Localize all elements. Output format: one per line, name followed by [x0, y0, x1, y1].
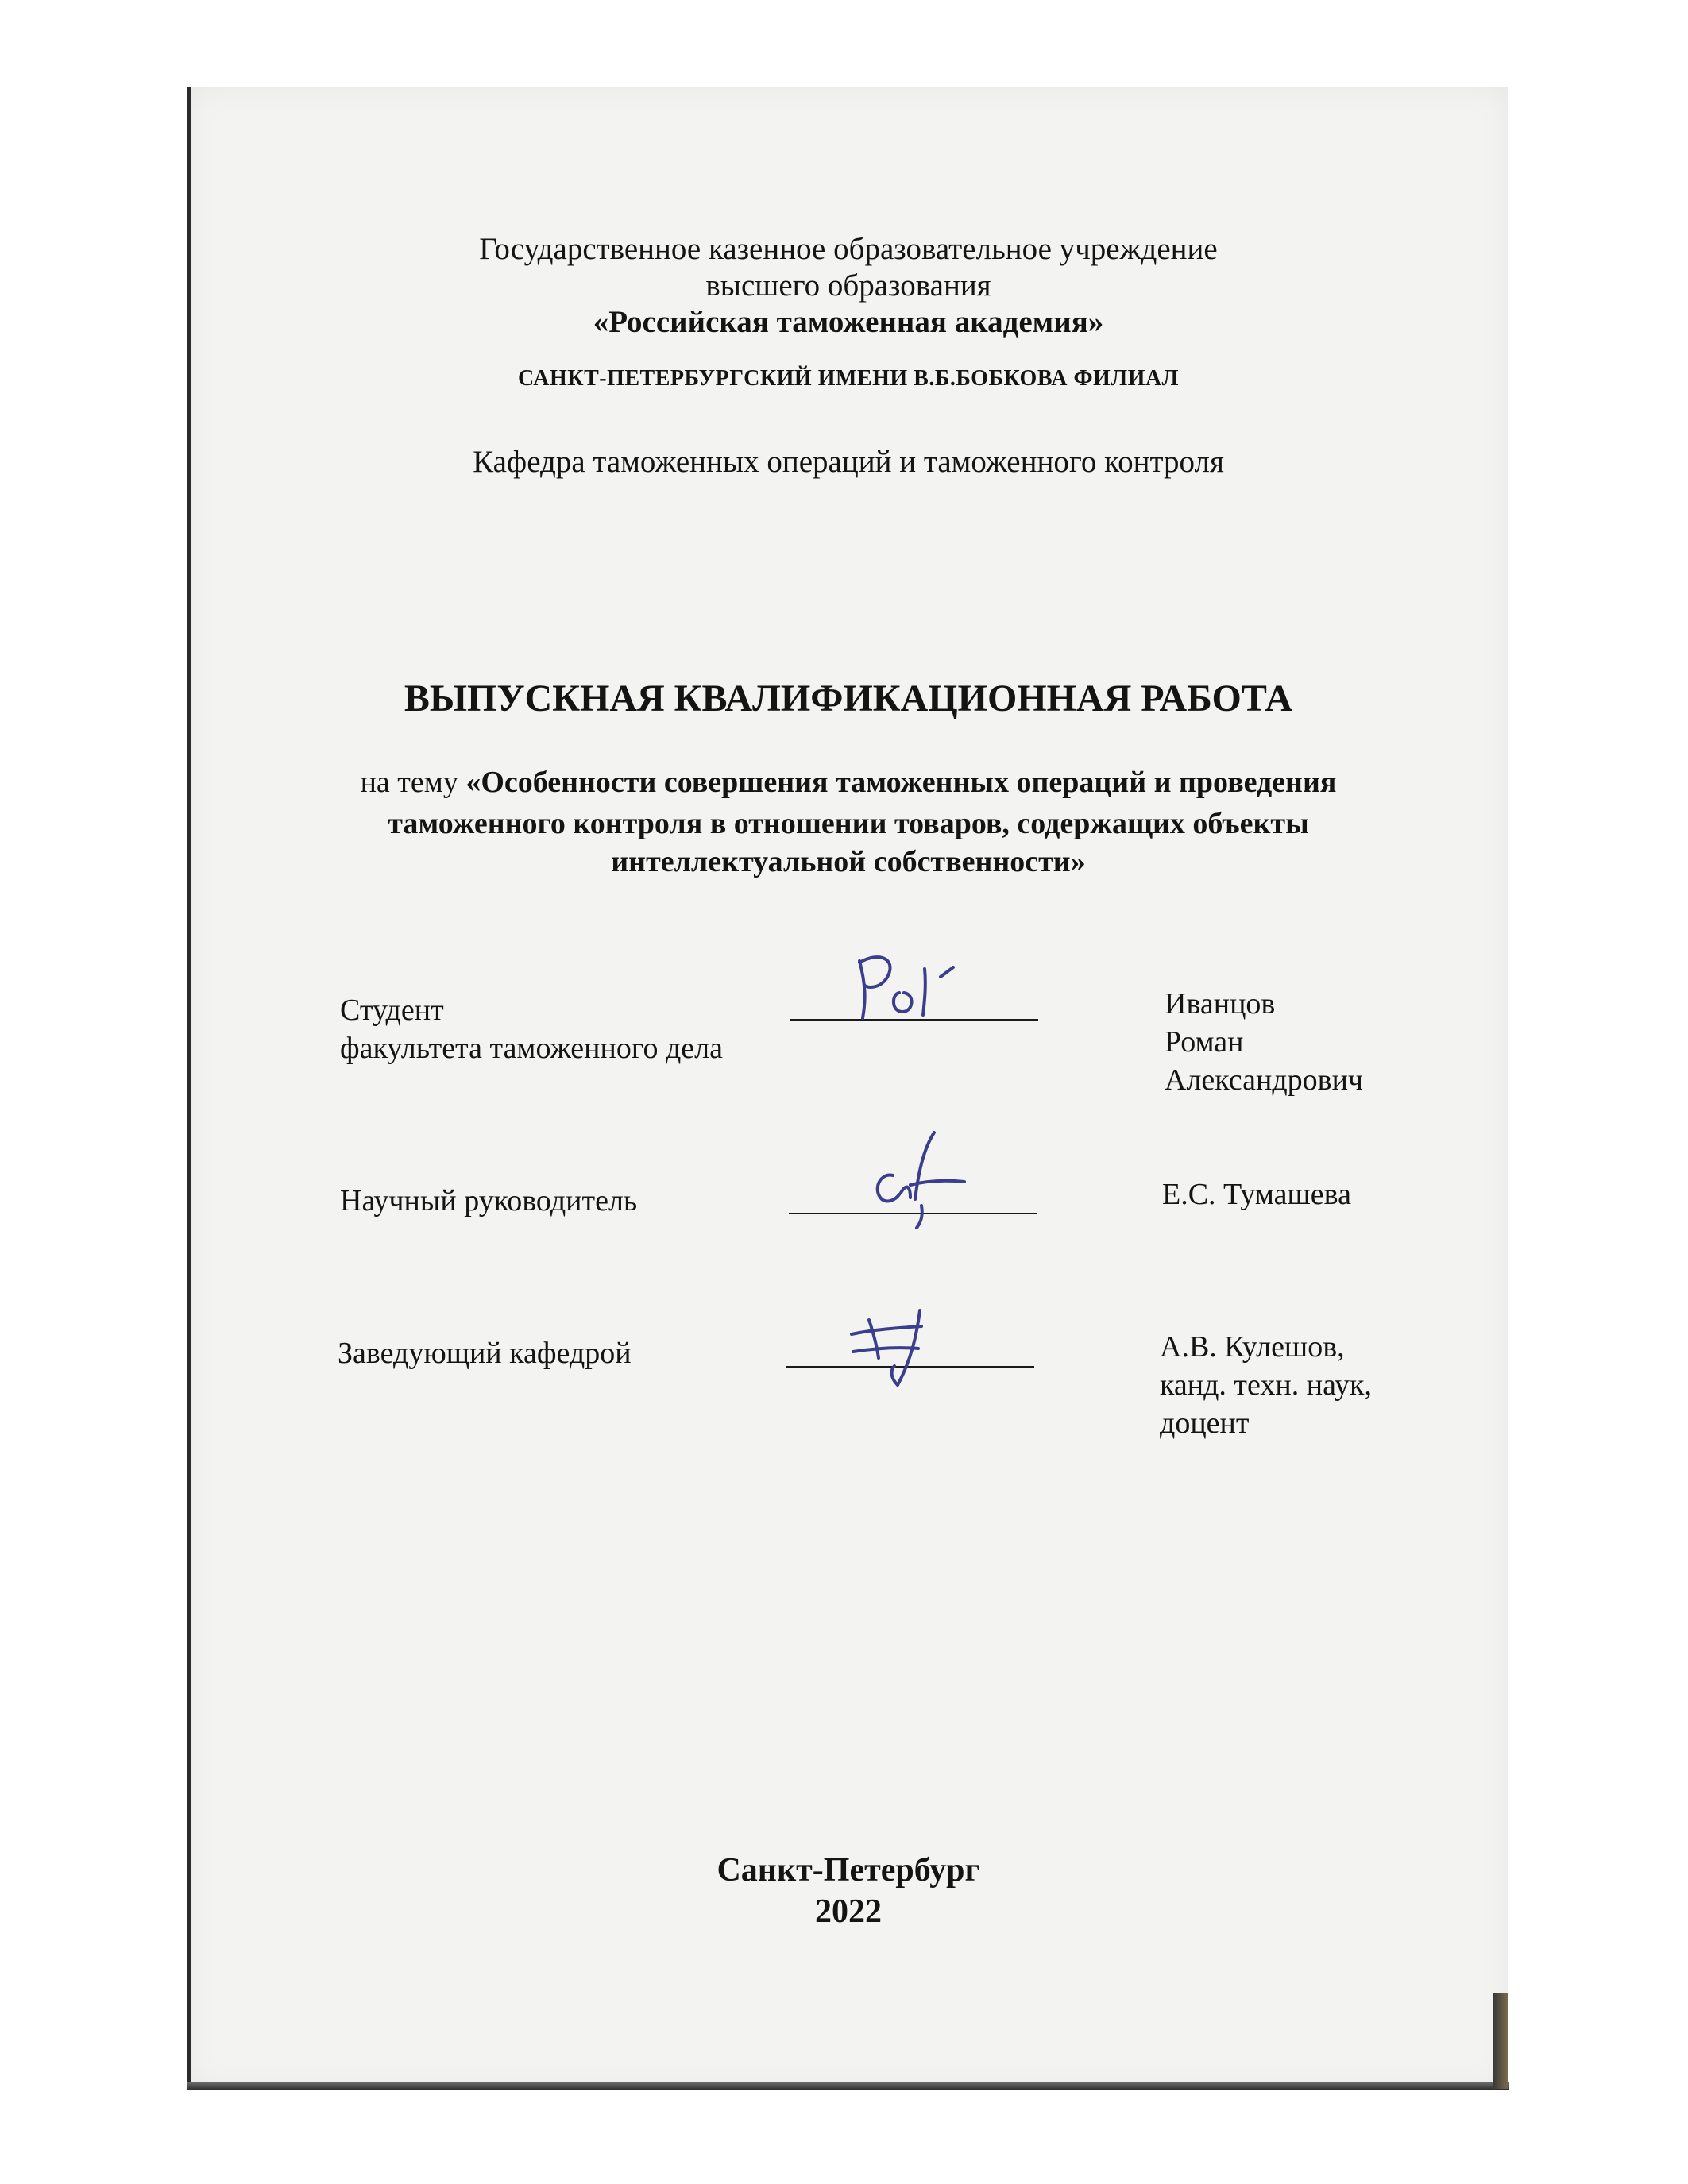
city: Санкт-Петербург	[717, 1852, 980, 1889]
page-edge-bottom	[187, 2082, 1509, 2090]
department-name: Кафедра таможенных операций и таможенного контроля	[473, 445, 1224, 479]
topic-text-1: «Особенности совершения таможенных операций и проведения	[465, 766, 1337, 799]
year: 2022	[815, 1893, 882, 1930]
student-name: Роман	[1165, 1025, 1244, 1059]
document-title: ВЫПУСКНАЯ КВАЛИФИКАЦИОННАЯ РАБОТА	[404, 677, 1293, 720]
head-degree: канд. техн. наук,	[1160, 1368, 1372, 1402]
head-role: Заведующий кафедрой	[338, 1337, 632, 1370]
student-surname: Иванцов	[1165, 987, 1276, 1021]
supervisor-name: Е.С. Тумашева	[1162, 1178, 1351, 1211]
supervisor-role: Научный руководитель	[340, 1184, 638, 1217]
academy-name: «Российская таможенная академия»	[593, 305, 1104, 339]
topic-line-1	[189, 762, 1508, 802]
topic-prefix: на тему	[360, 766, 466, 799]
supervisor-signature	[866, 1126, 977, 1229]
branch-name: САНКТ-ПЕТЕРБУРГСКИЙ ИМЕНИ В.Б.БОБКОВА ФИЛИАЛ	[517, 366, 1180, 391]
head-signature	[842, 1302, 945, 1390]
institution-type-line: Государственное казенное образовательное учреждение	[479, 232, 1218, 266]
student-patronymic: Александрович	[1165, 1063, 1364, 1097]
institution-level-line: высшего образования	[705, 268, 991, 303]
student-signature	[842, 945, 1001, 1024]
student-faculty: факультета таможенного дела	[340, 1032, 723, 1065]
topic-line-3: интеллектуальной собственности»	[611, 845, 1086, 878]
topic-line-2: таможенного контроля в отношении товаров, содержащих объекты	[388, 807, 1309, 840]
page-edge-corner	[1493, 1993, 1508, 2089]
head-name: А.В. Кулешов,	[1160, 1330, 1345, 1364]
student-role: Студент	[340, 994, 444, 1027]
head-title: доцент	[1160, 1406, 1250, 1440]
